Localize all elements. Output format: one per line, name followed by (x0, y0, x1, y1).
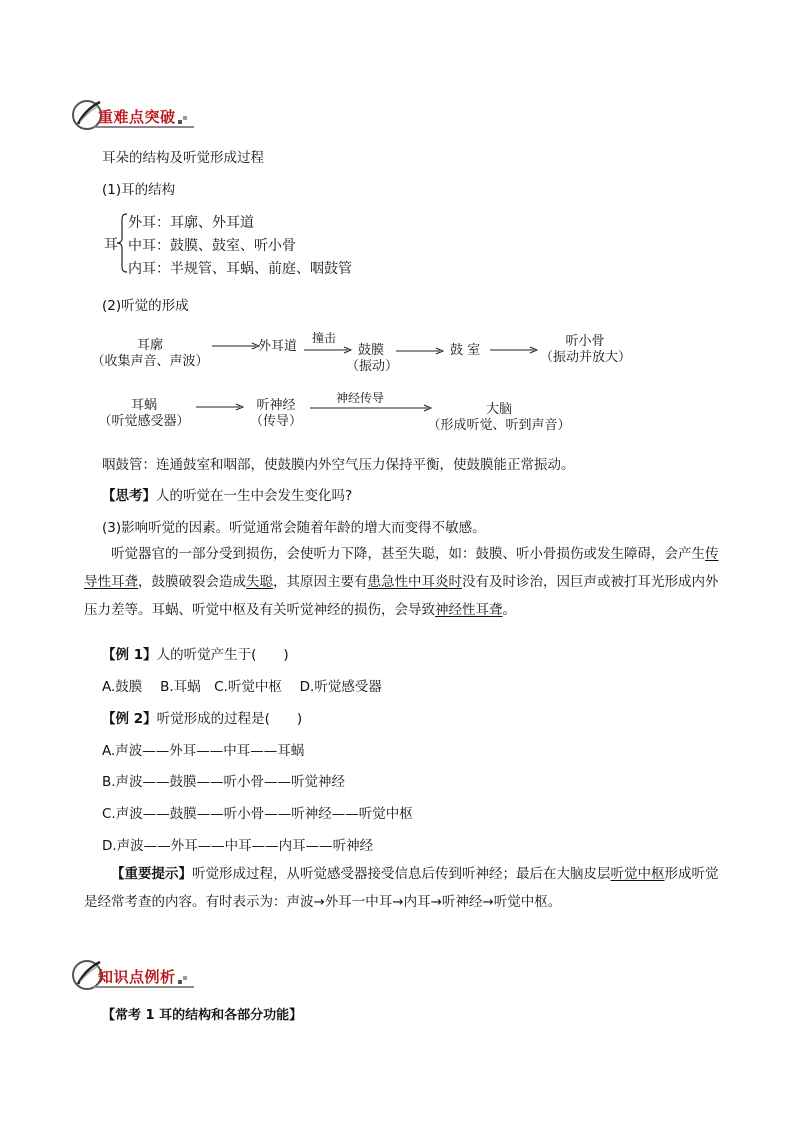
topic-title: 耳朵的结构及听觉形成过程 (102, 150, 264, 166)
divider (94, 986, 194, 988)
example-tag: 【例 1】 (102, 647, 157, 663)
example-1-options: A.鼓膜 B.耳蜗 C.听觉中枢 D.听觉感受器 (102, 679, 382, 695)
tip-tag: 【重要提示】 (111, 866, 192, 882)
flow-node-ear-canal: 外耳道 (258, 339, 298, 354)
arrow-icon (196, 402, 244, 412)
decor-square (178, 120, 182, 124)
term-deafness: 失聪 (246, 574, 273, 590)
example-2-question: 【例 2】听觉形成的过程是( ) (102, 711, 303, 727)
important-tip: 【重要提示】听觉形成过程，从听觉感受器接受信息后传到听神经；最后在大脑皮层听觉中枢形成听觉是经常考查的内容。有时表示为：声波→外耳一中耳→内耳→听神经→听觉中枢。 (84, 866, 719, 910)
flow-node-brain: 大脑 （形成听觉、听到声音） (427, 402, 571, 433)
brace-icon (116, 212, 128, 274)
example-1-question: 【例 1】人的听觉产生于( ) (102, 647, 289, 663)
arrow-icon (310, 403, 432, 413)
subheading-hearing-formation: (2)听觉的形成 (102, 298, 189, 314)
damage-paragraph: 听觉器官的一部分受到损伤，会使听力下降，甚至失聪，如：鼓膜、听小骨损伤或发生障碍，会产生传导性耳聋，鼓膜破裂会造成失聪，其原因主要有患急性中耳炎时没有及时诊治，因巨声或被打耳光形成内外压力差等。耳蜗、听觉中枢及有关听觉神经的损伤，会导致神经性耳聋。 (84, 546, 719, 618)
think-tag: 【思考】 (102, 488, 156, 504)
term-otitis-media: 患急性中耳炎时 (367, 574, 462, 590)
ear-root-label: 耳 (104, 237, 118, 253)
flow-label-nerve-conduction: 神经传导 (336, 391, 385, 405)
flow-node-tympanic-cavity: 鼓 室 (450, 343, 481, 358)
arrow-icon (490, 345, 538, 355)
section-title: 知识点例析 (98, 968, 176, 986)
decor-square (183, 116, 187, 120)
section-banner-key-points (70, 98, 200, 134)
ear-middle: 中耳：鼓膜、鼓室、听小骨 (128, 238, 296, 254)
think-question (102, 484, 352, 504)
eustachian-note: 咽鼓管：连通鼓室和咽部，使鼓膜内外空气压力保持平衡，使鼓膜能正常振动。 (102, 457, 575, 473)
term-sensorineural-deafness: 神经性耳聋 (435, 602, 503, 618)
flow-node-auricle: 耳廓 （收集声音、声波） (91, 338, 209, 369)
divider (94, 126, 194, 128)
example-2-option-c: C.声波——鼓膜——听小骨——听神经——听觉中枢 (102, 806, 413, 822)
decor-square (178, 980, 182, 984)
arrow-icon (212, 341, 260, 351)
section-title: 重难点突破 (98, 108, 176, 126)
flow-node-eardrum: 鼓膜 （振动） (346, 343, 399, 374)
arrow-icon (304, 345, 352, 355)
common-exam-1: 【常考 1 耳的结构和各部分功能】 (102, 1008, 303, 1023)
subheading-ear-structure: (1)耳的结构 (102, 182, 176, 198)
example-2-option-b: B.声波——鼓膜——听小骨——听觉神经 (102, 774, 346, 790)
term-conductive-deafness: 传导性耳聋 (84, 546, 719, 590)
flow-node-ossicles: 听小骨 （振动并放大） (540, 334, 632, 365)
example-2-option-d: D.声波——外耳——中耳——内耳——听神经 (102, 838, 374, 854)
think-text: 人的听觉在一生中会发生变化吗? (156, 488, 353, 504)
section-banner-examples (70, 958, 200, 994)
example-2-option-a: A.声波——外耳——中耳——耳蜗 (102, 743, 305, 759)
ear-inner: 内耳：半规管、耳蜗、前庭、咽鼓管 (128, 261, 352, 277)
decor-square (183, 976, 187, 980)
flow-label-impact: 撞击 (312, 331, 337, 345)
flow-node-cochlea: 耳蜗 （听觉感受器） (98, 398, 190, 429)
example-tag: 【例 2】 (102, 711, 157, 727)
arrow-icon (396, 346, 444, 356)
term-auditory-center: 听觉中枢 (610, 866, 665, 882)
flow-node-auditory-nerve: 听神经 （传导） (249, 398, 302, 429)
factor-text: (3)影响听觉的因素。听觉通常会随着年龄的增大而变得不敏感。 (102, 520, 486, 536)
ear-outer: 外耳：耳廓、外耳道 (128, 215, 254, 231)
